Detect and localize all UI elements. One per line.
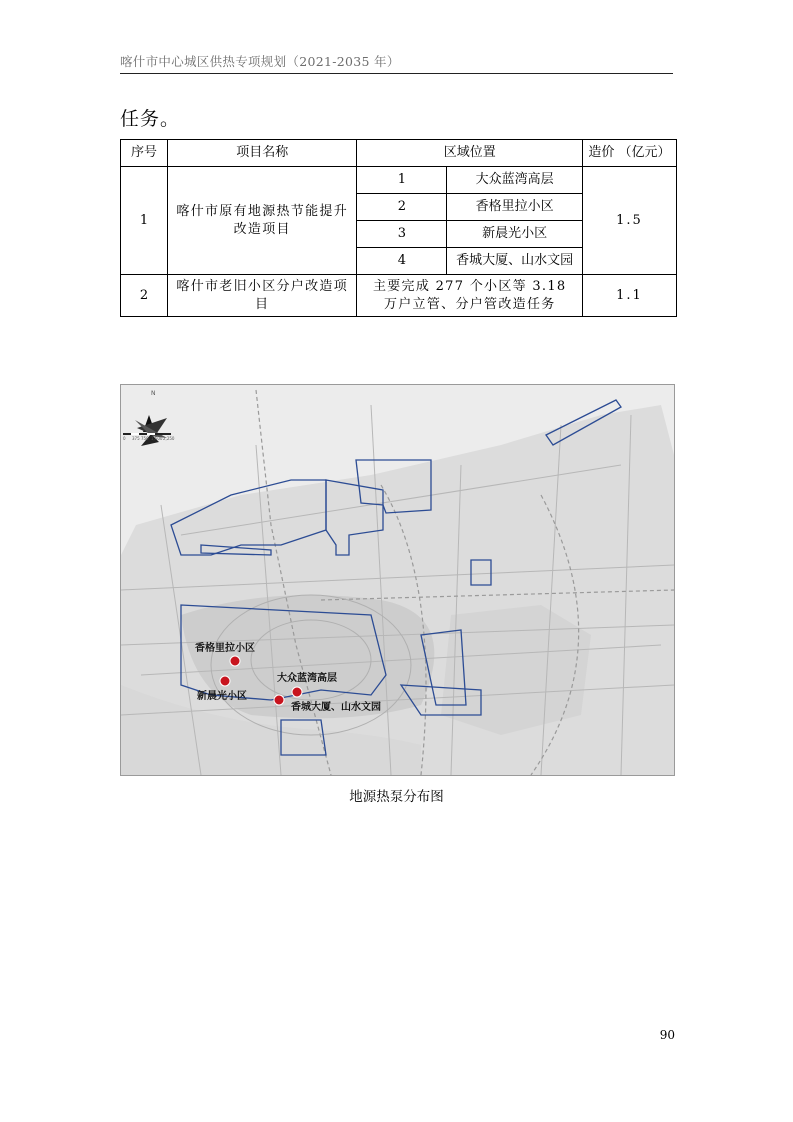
page-number: 90 <box>659 1028 675 1042</box>
compass-letter: N <box>151 390 156 397</box>
project-table <box>120 139 677 317</box>
header-cost: 造价 （亿元） <box>583 140 677 167</box>
table-row <box>121 167 677 194</box>
location-name: 香格里拉小区 <box>447 194 583 221</box>
row-project-name: 喀什市原有地源热节能提升改造项目 <box>167 167 357 275</box>
header-index: 序号 <box>121 140 168 167</box>
location-no: 2 <box>357 194 447 221</box>
row-index: 2 <box>121 275 168 317</box>
marker-dot <box>292 687 302 697</box>
map-graphic <box>121 385 674 775</box>
figure-caption: 地源热泵分布图 <box>349 789 444 805</box>
marker-label: 香格里拉小区 <box>195 643 255 654</box>
row-index: 1 <box>121 167 168 275</box>
scale-tick: 1,500 <box>151 436 163 441</box>
header-divider <box>120 73 673 74</box>
location-no: 3 <box>357 221 447 248</box>
heat-pump-map <box>120 384 675 776</box>
scale-tick: 375 <box>132 436 140 441</box>
scale-tick: 750 <box>141 436 149 441</box>
row-project-name: 喀什市老旧小区分户改造项目 <box>167 275 357 317</box>
marker-label: 新晨光小区 <box>197 691 247 702</box>
scale-tick: 0 <box>123 436 126 441</box>
marker-dot <box>230 656 240 666</box>
table-header-row <box>121 140 677 167</box>
scale-tick: 2,250 <box>163 436 175 441</box>
row-cost: 1.5 <box>583 167 677 275</box>
location-name: 大众蓝湾高层 <box>447 167 583 194</box>
header-project-name: 项目名称 <box>167 140 357 167</box>
header-location: 区域位置 <box>357 140 583 167</box>
location-name: 新晨光小区 <box>447 221 583 248</box>
marker-label: 大众蓝湾高层 <box>277 673 337 684</box>
location-no: 4 <box>357 248 447 275</box>
marker-dot <box>220 676 230 686</box>
location-name: 香城大厦、山水文园 <box>447 248 583 275</box>
row-cost: 1.1 <box>583 275 677 317</box>
running-header: 喀什市中心城区供热专项规划（2021-2035 年） <box>120 54 400 69</box>
table-row <box>121 275 677 317</box>
scale-bar <box>123 433 171 435</box>
row-location: 主要完成 277 个小区等 3.18 万户立管、分户管改造任务 <box>357 275 583 317</box>
marker-label: 香城大厦、山水文园 <box>291 702 381 713</box>
location-no: 1 <box>357 167 447 194</box>
lead-text: 任务。 <box>120 108 181 130</box>
marker-dot <box>274 695 284 705</box>
